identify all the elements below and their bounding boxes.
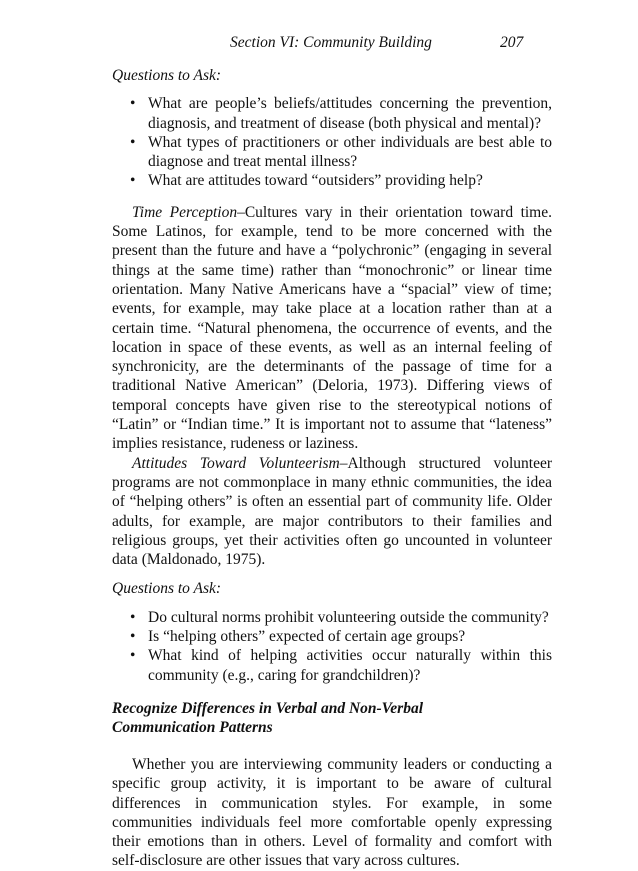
list-item: • What are people’s beliefs/attitudes concerning the prevention, diagnosis, and treatment of disease (both physical and mental)? <box>130 95 552 132</box>
page-number: 207 <box>500 34 524 51</box>
list-item: • What types of practitioners or other individuals are best able to diagnose and treat mental illness? <box>130 133 552 171</box>
runin-heading: Time Perception <box>132 203 238 221</box>
bullet-icon: • <box>130 628 136 646</box>
communication-paragraph: Whether you are interviewing community leaders or conducting a specific group activity, it is important to be aware of cultural differences in communication styles. For example, in some communities individuals feel more comfortable openly expressing their emotions than in others. Level of formality and comfort with self-disclosure are other issues that vary across cultures. <box>112 755 552 870</box>
list-item: • What are attitudes toward “outsiders” providing help? <box>130 172 483 190</box>
list-item: • Do cultural norms prohibit volunteering outside the community? <box>130 608 549 626</box>
section-heading-line-1: Recognize Differences in Verbal and Non-Verbal <box>112 699 424 717</box>
bullet-icon: • <box>130 647 136 665</box>
section-heading <box>112 699 552 737</box>
section-heading-line-2: Communication Patterns <box>112 718 273 736</box>
running-header <box>0 34 638 54</box>
bullet-icon: • <box>130 608 136 626</box>
question-list-1 <box>112 94 552 190</box>
bullet-icon: • <box>130 95 136 113</box>
time-perception-paragraph: Time Perception–Cultures vary in their orientation toward time. Some Latinos, for example, tend to be more concerned with the present than the future and have a “polychronic” (engaging in several things at the same time) rather than “monochronic” or linear time orientation. Many Native Americans have a “spacial” view of time; events, for example, may take place at a location rather than at a certain time. “Natural phenomena, the occurrence of events, and the location in space of these events, as well as an internal feeling of synchronicity, are the determinants of the passage of time for a traditional Native American” (Deloria, 1973). Differing views of temporal concepts have given rise to the stereotypical notions of “Latin” or “Indian time.” It is important not to assume that “lateness” implies resistance, rudeness or laziness. <box>112 203 552 453</box>
section-title: Section VI: Community Building <box>230 34 432 51</box>
runin-heading: Attitudes Toward Volunteerism <box>132 454 340 472</box>
questions-heading-2: Questions to Ask: <box>112 580 222 598</box>
list-item: • What kind of helping activities occur naturally within this community (e.g., caring for grandchildren)? <box>130 647 552 684</box>
volunteerism-paragraph: Attitudes Toward Volunteerism–Although structured volunteer programs are not commonplace in many ethnic communities, the idea of “helping others” is often an essential part of community life. Older adults, for example, are major contributors to their families and religious groups, yet their activities often go uncounted in volunteer data (Maldonado, 1975). <box>112 454 552 569</box>
list-item: • Is “helping others” expected of certain age groups? <box>130 628 466 646</box>
question-list-2 <box>112 608 552 685</box>
questions-heading-1: Questions to Ask: <box>112 67 222 84</box>
bullet-icon: • <box>130 133 136 151</box>
bullet-icon: • <box>130 172 136 190</box>
page-body <box>112 66 552 871</box>
